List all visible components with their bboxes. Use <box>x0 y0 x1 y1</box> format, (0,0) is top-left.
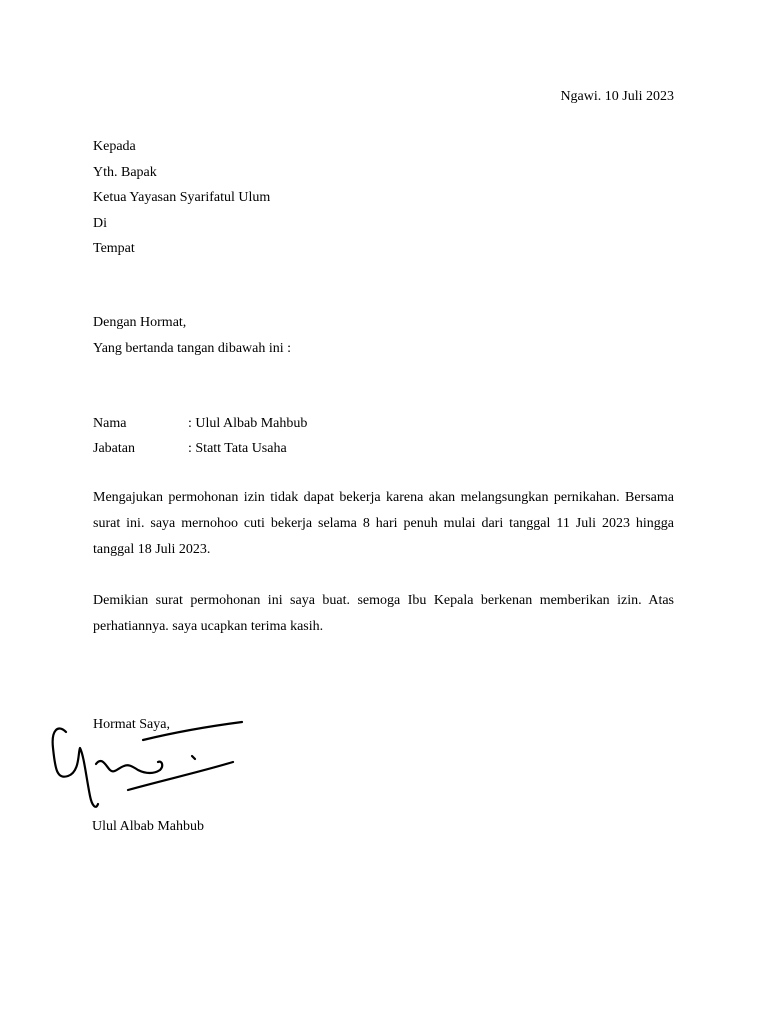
greeting-block <box>93 314 291 366</box>
recipient-line: Yth. Bapak <box>93 164 157 180</box>
recipient-line: Tempat <box>93 241 135 256</box>
recipient-line: Kepada <box>93 139 136 154</box>
identity-label: Nama <box>93 416 127 431</box>
signer-name: Ulul Albab Mahbub <box>92 819 204 834</box>
intro-line: Yang bertanda tangan dibawah ini : <box>93 341 292 356</box>
closing: Hormat Saya, <box>93 717 170 732</box>
recipient-block <box>93 138 270 266</box>
body-paragraph-1: Mengajukan permohonan izin tidak dapat bekerja karena akan melangsungkan pernikahan. Bersama surat ini. saya mernohoo cuti bekerja selama 8 hari penuh mulai dari tanggal 11 Juli 2023 hingga tanggal 18 Juli 2023. <box>93 490 674 557</box>
handwritten-signature <box>46 718 250 814</box>
identity-label: Jabatan <box>93 441 135 456</box>
identity-row-position <box>93 440 287 458</box>
identity-value: : Ulul Albab Mahbub <box>188 416 308 431</box>
recipient-line: Ketua Yayasan Syarifatul Ulum <box>93 190 271 205</box>
body-paragraph-2: Demikian surat permohonan ini saya buat. semoga Ibu Kepala berkenan memberikan izin. Atas perhatiannya. saya ucapkan terima kasih. <box>93 593 674 634</box>
identity-row-name <box>93 415 307 433</box>
identity-value: : Statt Tata Usaha <box>188 441 287 456</box>
recipient-line: Di <box>93 215 107 231</box>
salutation: Dengan Hormat, <box>93 315 187 330</box>
place-date: Ngawi. 10 Juli 2023 <box>560 89 674 104</box>
